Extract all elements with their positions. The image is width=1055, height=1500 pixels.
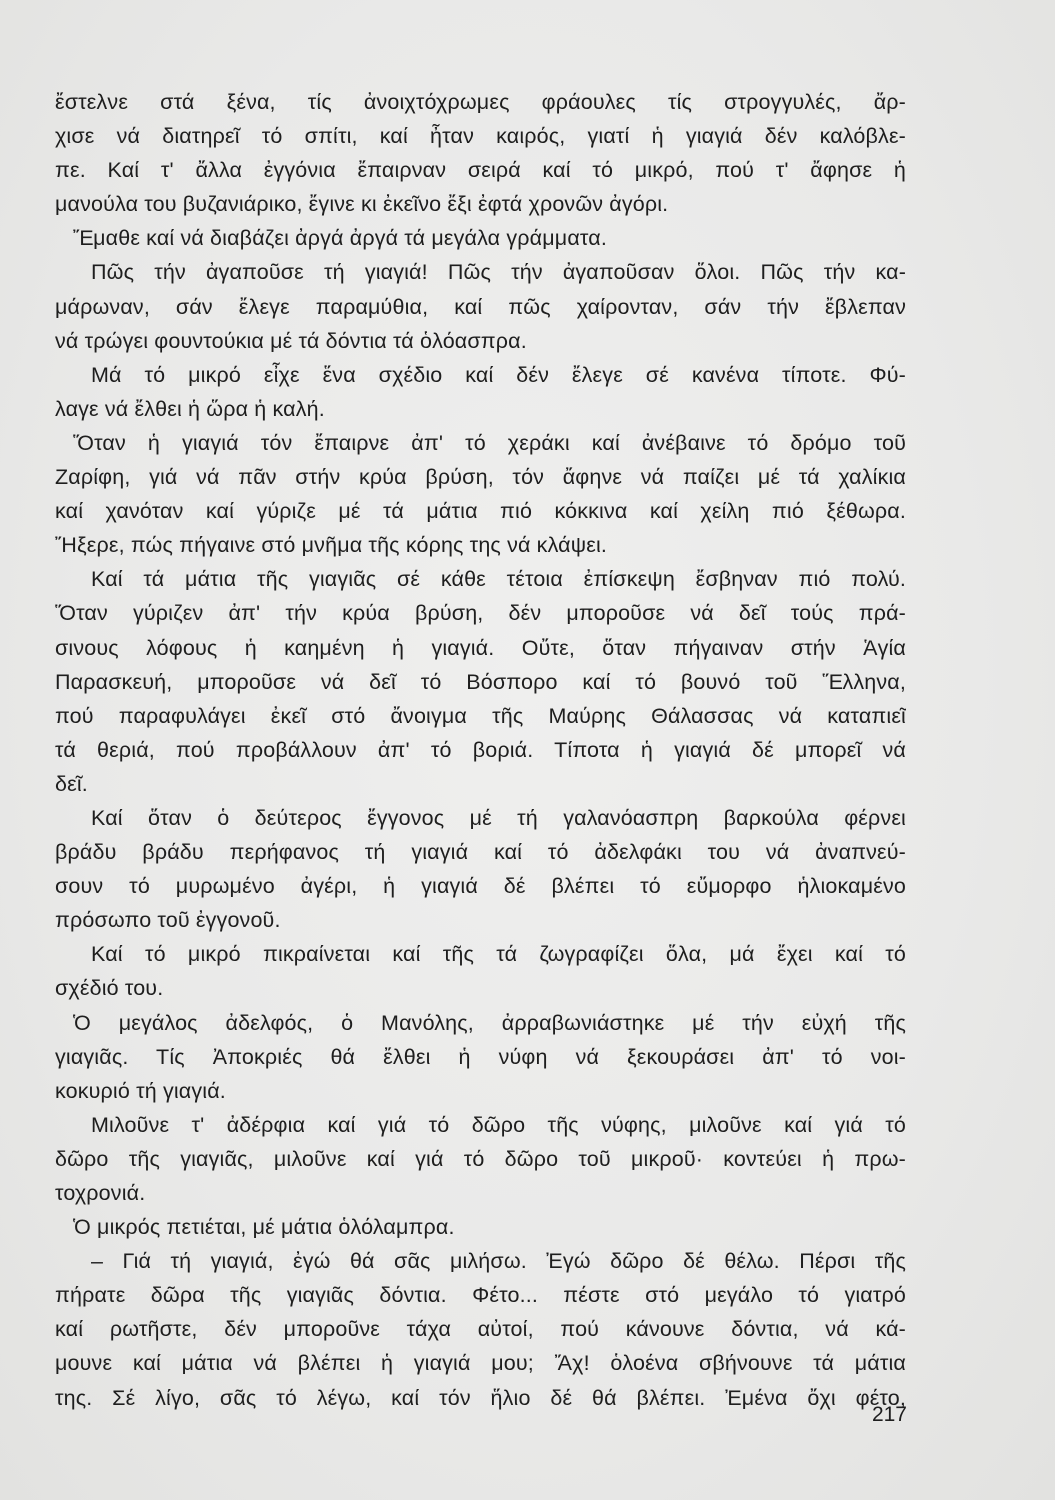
- text-line: βράδυ βράδυ περήφανος τή γιαγιά καί τό ἀδελφάκι του νά ἀναπνεύ-: [55, 840, 906, 865]
- text-line: πε. Καί τ' ἄλλα ἐγγόνια ἔπαιρναν σειρά καί τό μικρό, πού τ' ἄφησε ἡ: [55, 158, 906, 183]
- text-line: Ἔμαθε καί νά διαβάζει ἀργά ἀργά τά μεγάλα γράμματα.: [73, 226, 607, 251]
- text-line: Ὁ μεγάλος ἀδελφός, ὁ Μανόλης, ἀρραβωνιάστηκε μέ τήν εὐχή τῆς: [73, 1010, 906, 1035]
- text-line: πού παραφυλάγει ἐκεῖ στό ἄνοιγμα τῆς Μαύρης Θάλασσας νά καταπιεῖ: [55, 703, 906, 728]
- text-line: καί ρωτῆστε, δέν μποροῦνε τάχα αὐτοί, πού κάνουνε δόντια, νά κά-: [55, 1317, 906, 1342]
- text-line: πρόσωπο τοῦ ἐγγονοῦ.: [55, 908, 281, 933]
- text-line: Καί τό μικρό πικραίνεται καί τῆς τά ζωγραφίζει ὅλα, μά ἔχει καί τό: [91, 942, 906, 967]
- text-line: Καί ὅταν ὁ δεύτερος ἔγγονος μέ τή γαλανόασπρη βαρκούλα φέρνει: [91, 805, 906, 830]
- text-line: σχέδιό του.: [55, 976, 164, 1001]
- text-line: Ὅταν γύριζεν ἀπ' τήν κρύα βρύση, δέν μποροῦσε νά δεῖ τούς πρά-: [55, 601, 906, 626]
- text-line: Μιλοῦνε τ' ἀδέρφια καί γιά τό δῶρο τῆς νύφης, μιλοῦνε καί γιά τό: [91, 1112, 906, 1137]
- text-line: μάρωναν, σάν ἔλεγε παραμύθια, καί πῶς χαίρονταν, σάν τήν ἔβλεπαν: [55, 294, 906, 319]
- text-line: πήρατε δῶρα τῆς γιαγιᾶς δόντια. Φέτο... πέστε στό μεγάλο τό γιατρό: [55, 1283, 906, 1308]
- text-line: σινους λόφους ἡ καημένη ἡ γιαγιά. Οὔτε, ὅταν πήγαιναν στήν Ἁγία: [55, 635, 906, 660]
- text-line: της. Σέ λίγο, σᾶς τό λέγω, καί τόν ἥλιο δέ θά βλέπει. Ἐμένα ὄχι φέτο,: [55, 1385, 906, 1410]
- text-line: Καί τά μάτια τῆς γιαγιᾶς σέ κάθε τέτοια ἐπίσκεψη ἔσβηναν πιό πολύ.: [91, 567, 906, 592]
- text-line: Ἤξερε, πώς πήγαινε στό μνῆμα τῆς κόρης της νά κλάψει.: [55, 533, 607, 558]
- text-line: νά τρώγει φουντούκια μέ τά δόντια τά ὁλόασπρα.: [55, 328, 527, 353]
- text-line: Ὅταν ἡ γιαγιά τόν ἔπαιρνε ἀπ' τό χεράκι καί ἀνέβαινε τό δρόμο τοῦ: [73, 430, 906, 455]
- text-line: κοκυριό τή γιαγιά.: [55, 1078, 226, 1103]
- text-line: καί χανόταν καί γύριζε μέ τά μάτια πιό κόκκινα καί χείλη πιό ξέθωρα.: [55, 499, 906, 524]
- text-line: λαγε νά ἔλθει ἡ ὥρα ἡ καλή.: [55, 396, 325, 421]
- text-line: τοχρονιά.: [55, 1181, 146, 1205]
- text-line: τά θεριά, πού προβάλλουν ἀπ' τό βοριά. Τίποτα ἡ γιαγιά δέ μπορεῖ νά: [55, 737, 906, 762]
- text-line: – Γιά τή γιαγιά, ἐγώ θά σᾶς μιλήσω. Ἐγώ δῶρο δέ θέλω. Πέρσι τῆς: [91, 1249, 906, 1274]
- text-line: Παρασκευή, μποροῦσε νά δεῖ τό Βόσπορο καί τό βουνό τοῦ Ἕλληνα,: [55, 669, 906, 694]
- text-line: Ζαρίφη, γιά νά πᾶν στήν κρύα βρύση, τόν ἄφηνε νά παίζει μέ τά χαλίκια: [55, 465, 906, 490]
- text-line: μανούλα του βυζανιάρικο, ἔγινε κι ἐκεῖνο ἔξι ἐφτά χρονῶν ἀγόρι.: [55, 192, 669, 217]
- text-line: Πῶς τήν ἀγαποῦσε τή γιαγιά! Πῶς τήν ἀγαποῦσαν ὅλοι. Πῶς τήν κα-: [91, 260, 906, 285]
- text-line: Ὁ μικρός πετιέται, μέ μάτια ὁλόλαμπρα.: [73, 1215, 455, 1240]
- text-line: δεῖ.: [55, 771, 88, 796]
- text-line: γιαγιᾶς. Τίς Ἀποκριές θά ἔλθει ἡ νύφη νά ξεκουράσει ἀπ' τό νοι-: [55, 1044, 906, 1069]
- text-line: δῶρο τῆς γιαγιᾶς, μιλοῦνε καί γιά τό δῶρο τοῦ μικροῦ· κοντεύει ἡ πρω-: [55, 1146, 906, 1171]
- body-text: [55, 85, 906, 1415]
- text-line: χισε νά διατηρεῖ τό σπίτι, καί ἦταν καιρός, γιατί ἡ γιαγιά δέν καλόβλε-: [55, 124, 906, 149]
- text-line: μουνε καί μάτια νά βλέπει ἡ γιαγιά μου; Ἄχ! ὁλοένα σβήνουνε τά μάτια: [55, 1351, 906, 1376]
- text-line: σουν τό μυρωμένο ἀγέρι, ἡ γιαγιά δέ βλέπει τό εὔμορφο ἡλιοκαμένο: [55, 874, 906, 899]
- text-line: Μά τό μικρό εἶχε ἕνα σχέδιο καί δέν ἔλεγε σέ κανένα τίποτε. Φύ-: [91, 362, 906, 387]
- text-line: ἔστελνε στά ξένα, τίς ἀνοιχτόχρωμες φράουλες τίς στρογγυλές, ἄρ-: [55, 90, 906, 114]
- page-number: 217: [871, 1403, 907, 1426]
